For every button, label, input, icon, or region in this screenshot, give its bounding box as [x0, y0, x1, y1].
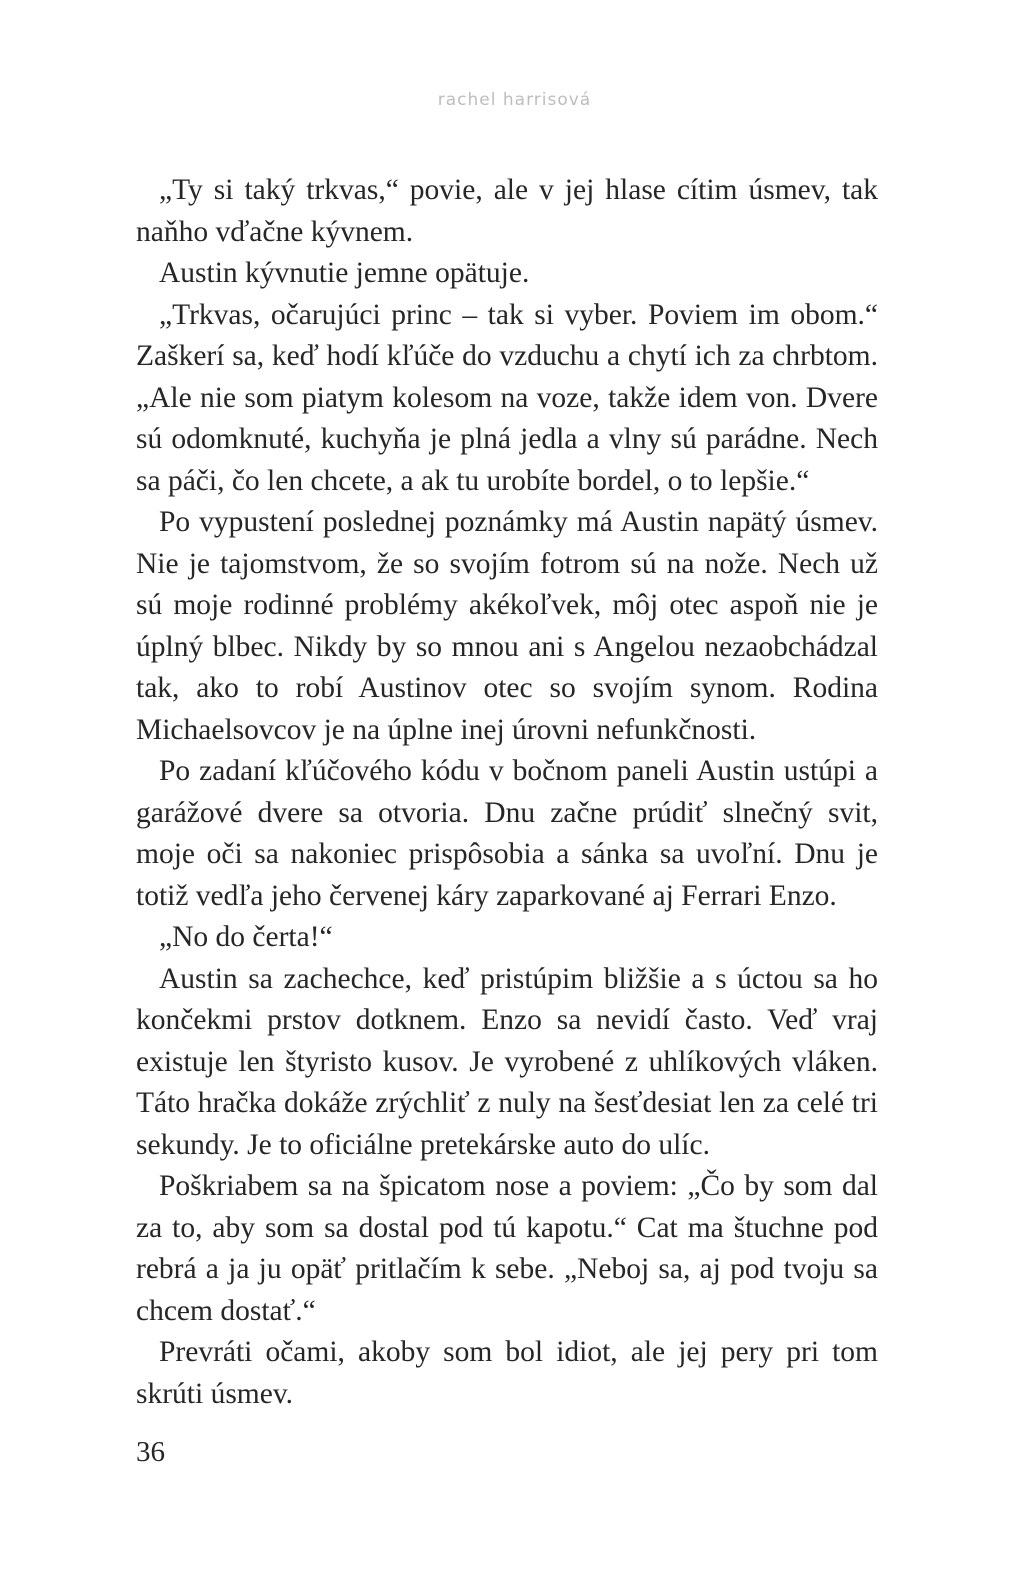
paragraph: Austin sa zachechce, keď pristúpim bližšie a s úctou sa ho končekmi prstov dotknem. Enzo sa nevidí často. Veď vraj existuje len štyristo kusov. Je vyrobené z uhlíkových vláken. Táto hračka dokáže zrýchliť z nuly na šesťdesiat len za celé tri sekundy. Je to oficiálne pretekárske auto do ulíc. [136, 962, 878, 1161]
paragraph: Po zadaní kľúčového kódu v bočnom paneli Austin ustúpi a garážové dvere sa otvoria. Dnu začne prúdiť slnečný svit, moje oči sa nakoniec prispôsobia a sánka sa uvoľní. Dnu je totiž vedľa jeho červenej káry zaparkované aj Ferrari Enzo. [136, 755, 878, 912]
paragraph: „Trkvas, očarujúci princ – tak si vyber. Poviem im obom.“ Zaškerí sa, keď hodí kľúče do vzduchu a chytí ich za chrbtom. „Ale nie som piatym kolesom na voze, takže idem von. Dvere sú odomknuté, kuchyňa je plná jedla a vlny sú parádne. Nech sa páči, čo len chcete, a ak tu urobíte bordel, o to lepšie.“ [136, 298, 878, 497]
paragraph: „No do čerta!“ [159, 921, 333, 953]
paragraph: Austin kývnutie jemne opätuje. [159, 257, 530, 289]
page-number: 36 [136, 1436, 165, 1468]
paragraph: Poškriabem sa na špicatom nose a poviem: „Čo by som dal za to, aby som sa dostal pod tú kapotu.“ Cat ma štuchne pod rebrá a ja ju opäť pritlačím k sebe. „Neboj sa, aj pod tvoju sa chcem dostať.“ [136, 1170, 878, 1327]
paragraph: „Ty si taký trkvas,“ povie, ale v jej hlase cítim úsmev, tak naňho vďačne kývnem. [136, 174, 878, 248]
paragraph: Po vypustení poslednej poznámky má Austin napätý úsmev. Nie je tajomstvom, že so svojím fotrom sú na nože. Nech už sú moje rodinné problémy akékoľvek, môj otec aspoň nie je úplný blbec. Nikdy by so mnou ani s Angelou nezaobchádzal tak, ako to robí Austinov otec so svojím synom. Rodina Michaelsovcov je na úplne inej úrovni nefunkčnosti. [136, 506, 878, 746]
running-head-title: rachel harrisová [437, 90, 592, 110]
paragraph: Prevráti očami, akoby som bol idiot, ale jej pery pri tom skrúti úsmev. [136, 1336, 878, 1410]
body-text [136, 170, 878, 1415]
